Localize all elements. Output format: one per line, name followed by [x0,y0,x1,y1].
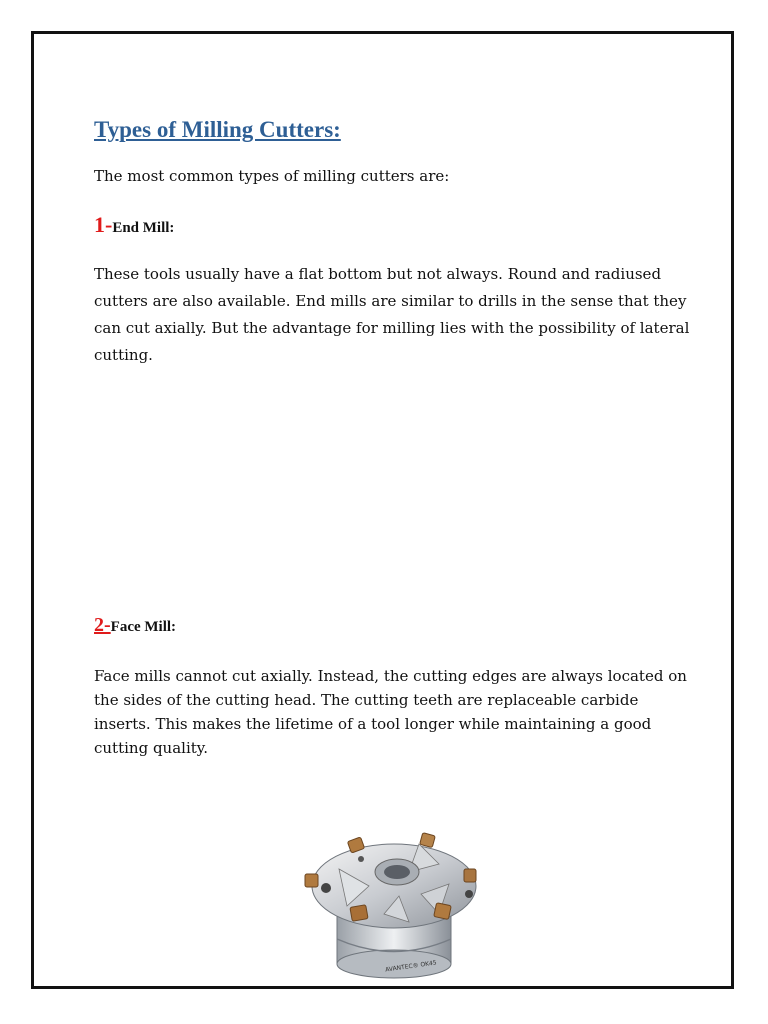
intro-text: The most common types of milling cutters are: [94,167,450,185]
section-body-face-mill: Face mills cannot cut axially. Instead, the cutting edges are always located on the sides of the cutting head. The cutting teeth are replaceable carbide inserts. This makes the lifetime of a tool longer while maintaining a good cutting quality. [94,667,687,757]
section-body-end-mill: These tools usually have a flat bottom but not always. Round and radiused cutters are also available. End mills are similar to drills in the sense that they can cut axially. But the advantage for milling lies with the possibility of lateral cutting. [94,265,690,364]
document-page [31,31,734,989]
section-title: End Mill: [112,220,175,236]
page-title: Types of Milling Cutters: [94,117,341,142]
section-number: 1- [94,212,113,237]
section-heading-face-mill [94,614,176,637]
section-number: 2- [94,614,111,636]
figure-label: AVANTEC® OK45 [384,959,438,974]
section-title: Face Mill: [110,619,177,635]
section-heading-end-mill [94,212,174,238]
face-mill-image [299,814,489,994]
